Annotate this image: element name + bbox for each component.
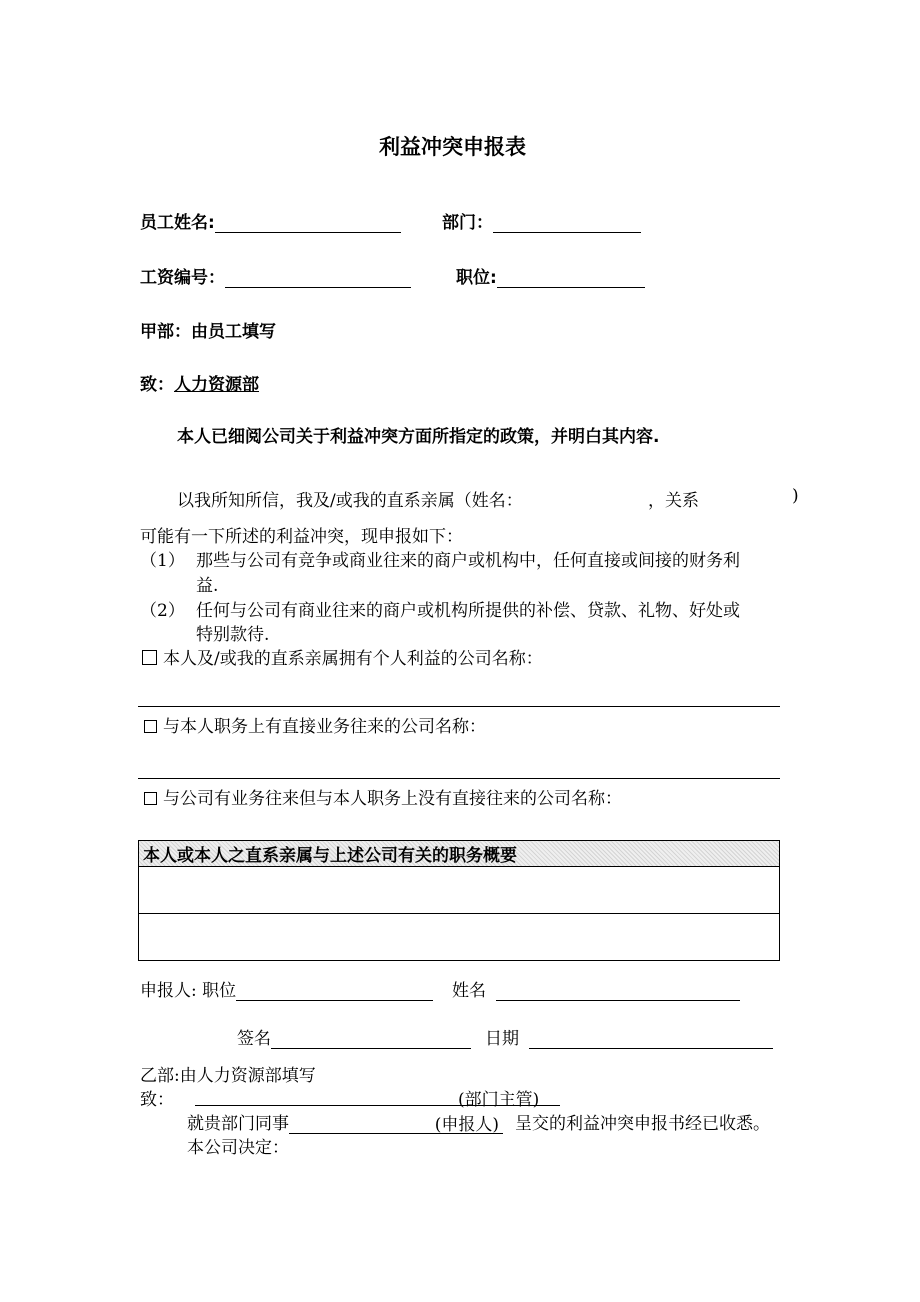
part-b-heading: 乙部:由人力资源部填写 bbox=[140, 1066, 316, 1086]
declare-prefix: 以我所知所信，我及/或我的直系亲属（姓名： bbox=[177, 491, 523, 511]
duties-summary-table bbox=[138, 840, 780, 961]
policy-statement: 本人已细阅公司关于利益冲突方面所指定的政策，并明白其内容. bbox=[177, 427, 660, 447]
checkbox-row-direct-business bbox=[144, 712, 486, 737]
department-blank[interactable] bbox=[493, 214, 641, 233]
employee-name-field bbox=[140, 208, 401, 233]
part-a-heading: 甲部：由员工填写 bbox=[140, 322, 276, 342]
reporter-name-blank[interactable] bbox=[496, 982, 740, 1001]
reporter-name-label: 姓名 bbox=[452, 981, 486, 1001]
declare-relation: ，关系 bbox=[648, 491, 699, 511]
department-label: 部门： bbox=[442, 213, 493, 233]
reporter-position-blank[interactable] bbox=[236, 982, 433, 1001]
date-label: 日期 bbox=[485, 1029, 519, 1049]
reporter-blank[interactable] bbox=[289, 1115, 503, 1134]
salary-no-label: 工资编号： bbox=[140, 268, 225, 288]
signature-field bbox=[237, 1024, 471, 1049]
checkbox-label: 本人及/或我的直系亲属拥有个人利益的公司名称： bbox=[163, 649, 543, 669]
table-row[interactable] bbox=[139, 867, 780, 914]
item-number: （1） bbox=[140, 551, 185, 571]
to-label: 致： bbox=[140, 375, 174, 395]
part-b-to-label: 致： bbox=[140, 1090, 174, 1110]
reporter-position-field bbox=[140, 976, 433, 1001]
date-blank[interactable] bbox=[529, 1030, 773, 1049]
reporter-position-label: 申报人: 职位 bbox=[140, 981, 237, 1001]
employee-name-label: 员工姓名: bbox=[140, 213, 215, 233]
acknowledgement-prefix: 就贵部门同事 bbox=[187, 1114, 289, 1134]
position-field bbox=[456, 263, 645, 288]
table-row[interactable] bbox=[139, 914, 780, 961]
department-field bbox=[442, 208, 641, 233]
direct-business-checkbox[interactable] bbox=[144, 720, 157, 733]
indirect-business-checkbox[interactable] bbox=[144, 792, 157, 805]
personal-interest-checkbox[interactable] bbox=[142, 650, 157, 665]
page-title: 利益冲突申报表 bbox=[379, 135, 526, 159]
acknowledgement-suffix: 呈交的利益冲突申报书经已收悉。 bbox=[515, 1114, 770, 1134]
signature-blank[interactable] bbox=[271, 1030, 471, 1049]
position-blank[interactable] bbox=[497, 269, 645, 288]
item-text-cont: 益. bbox=[196, 576, 219, 596]
checkbox-label: 与公司有业务往来但与本人职务上没有直接往来的公司名称： bbox=[163, 789, 622, 809]
item-number: （2） bbox=[140, 601, 185, 621]
date-field bbox=[485, 1024, 773, 1049]
reporter-name-field bbox=[452, 976, 740, 1001]
answer-line[interactable] bbox=[138, 706, 780, 707]
checkbox-label: 与本人职务上有直接业务往来的公司名称： bbox=[163, 717, 486, 737]
checkbox-row-personal-interest bbox=[142, 644, 543, 669]
declare-close: ) bbox=[792, 486, 799, 506]
signature-label: 签名 bbox=[237, 1029, 271, 1049]
declare-continuation: 可能有一下所述的利益冲突，现申报如下： bbox=[140, 527, 463, 547]
recipient-line bbox=[140, 370, 259, 395]
item-text: 那些与公司有竞争或商业往来的商户或机构中，任何直接或间接的财务利 bbox=[196, 551, 740, 571]
item-text-cont: 特别款待. bbox=[196, 625, 270, 645]
table-header: 本人或本人之直系亲属与上述公司有关的职务概要 bbox=[139, 841, 780, 867]
dept-head-label: (部门主管) bbox=[458, 1090, 540, 1110]
salary-no-field bbox=[140, 263, 411, 288]
checkbox-row-indirect-business bbox=[144, 784, 622, 809]
item-text: 任何与公司有商业往来的商户或机构所提供的补偿、贷款、礼物、好处或 bbox=[196, 601, 740, 621]
reporter-tag: (申报人) bbox=[434, 1115, 499, 1135]
company-decision-label: 本公司决定： bbox=[187, 1138, 289, 1158]
acknowledgement-line bbox=[187, 1109, 770, 1134]
answer-line[interactable] bbox=[138, 778, 780, 779]
recipient-dept: 人力资源部 bbox=[174, 375, 259, 395]
salary-no-blank[interactable] bbox=[225, 269, 411, 288]
position-label: 职位: bbox=[456, 268, 497, 288]
employee-name-blank[interactable] bbox=[215, 214, 401, 233]
